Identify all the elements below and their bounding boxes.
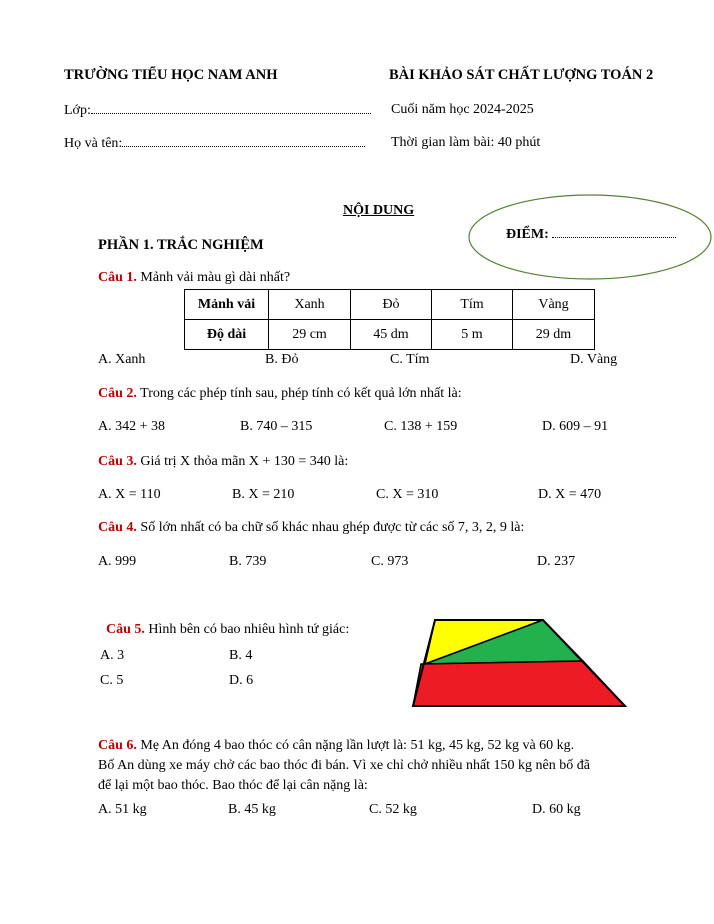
option-a[interactable]: A. 999 <box>98 554 137 569</box>
option-a[interactable]: A. 3 <box>100 648 125 663</box>
question-3 <box>98 454 348 470</box>
question-5-options-row2 <box>0 673 400 691</box>
option-b[interactable]: B. X = 210 <box>232 487 295 502</box>
option-d[interactable]: D. 609 – 91 <box>542 419 609 434</box>
question-5-text: Hình bên có bao nhiêu hình tứ giác: <box>148 622 350 637</box>
table-cell: 45 dm <box>351 320 432 350</box>
score-field <box>506 226 676 243</box>
table-cell: 29 cm <box>269 320 351 350</box>
question-2 <box>98 386 462 402</box>
question-3-options <box>0 487 714 505</box>
option-c[interactable]: C. 973 <box>371 554 409 569</box>
quadrilateral-figure <box>405 614 635 714</box>
question-2-options <box>0 419 714 437</box>
option-c[interactable]: C. X = 310 <box>376 487 439 502</box>
table-cell: Xanh <box>269 290 351 320</box>
option-d[interactable]: D. Vàng <box>570 352 618 367</box>
table-cell: Tím <box>432 290 513 320</box>
fabric-length-table <box>184 289 595 350</box>
class-label: Lớp: <box>64 103 91 118</box>
question-1-label: Câu 1. <box>98 270 137 285</box>
question-4-options <box>0 554 714 572</box>
question-1 <box>98 270 290 286</box>
school-year: Cuối năm học 2024-2025 <box>391 102 534 117</box>
class-field <box>64 102 371 119</box>
name-blank <box>122 135 365 147</box>
school-name: TRƯỜNG TIỂU HỌC NAM ANH <box>64 67 278 83</box>
option-d[interactable]: D. 237 <box>537 554 576 569</box>
question-6 <box>98 738 574 754</box>
option-c[interactable]: C. 5 <box>100 673 124 688</box>
question-4-label: Câu 4. <box>98 520 137 535</box>
table-cell: 5 m <box>432 320 513 350</box>
part1-title: PHẦN 1. TRẮC NGHIỆM <box>98 237 264 253</box>
option-c[interactable]: C. 52 kg <box>369 802 417 817</box>
score-label: ĐIỂM: <box>506 227 549 242</box>
question-5-options-row1 <box>0 648 400 666</box>
option-d[interactable]: D. X = 470 <box>538 487 602 502</box>
option-b[interactable]: B. 4 <box>229 648 253 663</box>
score-blank <box>552 226 676 238</box>
question-4 <box>98 520 524 536</box>
question-6-line-2: Bố An dùng xe máy chở các bao thóc đi bán. Vì xe chỉ chở nhiều nhất 150 kg nên bố đã <box>98 758 590 773</box>
option-a[interactable]: A. 51 kg <box>98 802 147 817</box>
red-region <box>413 661 625 706</box>
question-3-label: Câu 3. <box>98 454 137 469</box>
question-3-text: Giá trị X thỏa mãn X + 130 = 340 là: <box>140 454 349 469</box>
question-5-label: Câu 5. <box>106 622 145 637</box>
exam-duration: Thời gian làm bài: 40 phút <box>391 135 541 150</box>
question-2-label: Câu 2. <box>98 386 137 401</box>
option-a[interactable]: A. 342 + 38 <box>98 419 166 434</box>
table-row <box>185 320 595 350</box>
option-b[interactable]: B. 740 – 315 <box>240 419 313 434</box>
question-6-line-3: để lại một bao thóc. Bao thóc để lại cân nặng là: <box>98 778 368 793</box>
table-cell: Độ dài <box>185 320 269 350</box>
option-d[interactable]: D. 60 kg <box>532 802 581 817</box>
table-cell: Đỏ <box>351 290 432 320</box>
question-1-text: Mảnh vải màu gì dài nhất? <box>140 270 291 285</box>
option-b[interactable]: B. Đỏ <box>265 352 299 367</box>
option-b[interactable]: B. 45 kg <box>228 802 276 817</box>
content-title: NỘI DUNG <box>343 203 415 218</box>
exam-title: BÀI KHẢO SÁT CHẤT LƯỢNG TOÁN 2 <box>389 67 654 83</box>
question-6-options <box>0 802 714 820</box>
table-cell: Vàng <box>513 290 595 320</box>
option-c[interactable]: C. Tím <box>390 352 430 367</box>
table-cell: 29 dm <box>513 320 595 350</box>
option-d[interactable]: D. 6 <box>229 673 254 688</box>
table-row <box>185 290 595 320</box>
question-6-label: Câu 6. <box>98 738 137 753</box>
name-label: Họ và tên: <box>64 136 123 151</box>
question-1-options <box>0 352 714 370</box>
option-a[interactable]: A. X = 110 <box>98 487 161 502</box>
class-blank <box>91 102 371 114</box>
question-5 <box>106 622 349 638</box>
option-c[interactable]: C. 138 + 159 <box>384 419 458 434</box>
option-b[interactable]: B. 739 <box>229 554 267 569</box>
table-cell: Mảnh vải <box>185 290 269 320</box>
question-4-text: Số lớn nhất có ba chữ số khác nhau ghép được từ các số 7, 3, 2, 9 là: <box>140 520 525 535</box>
student-name-field <box>64 135 365 152</box>
question-6-line-1: Mẹ An đóng 4 bao thóc có cân nặng lần lượt là: 51 kg, 45 kg, 52 kg và 60 kg. <box>140 738 575 753</box>
question-2-text: Trong các phép tính sau, phép tính có kết quả lớn nhất là: <box>140 386 462 401</box>
option-a[interactable]: A. Xanh <box>98 352 146 367</box>
